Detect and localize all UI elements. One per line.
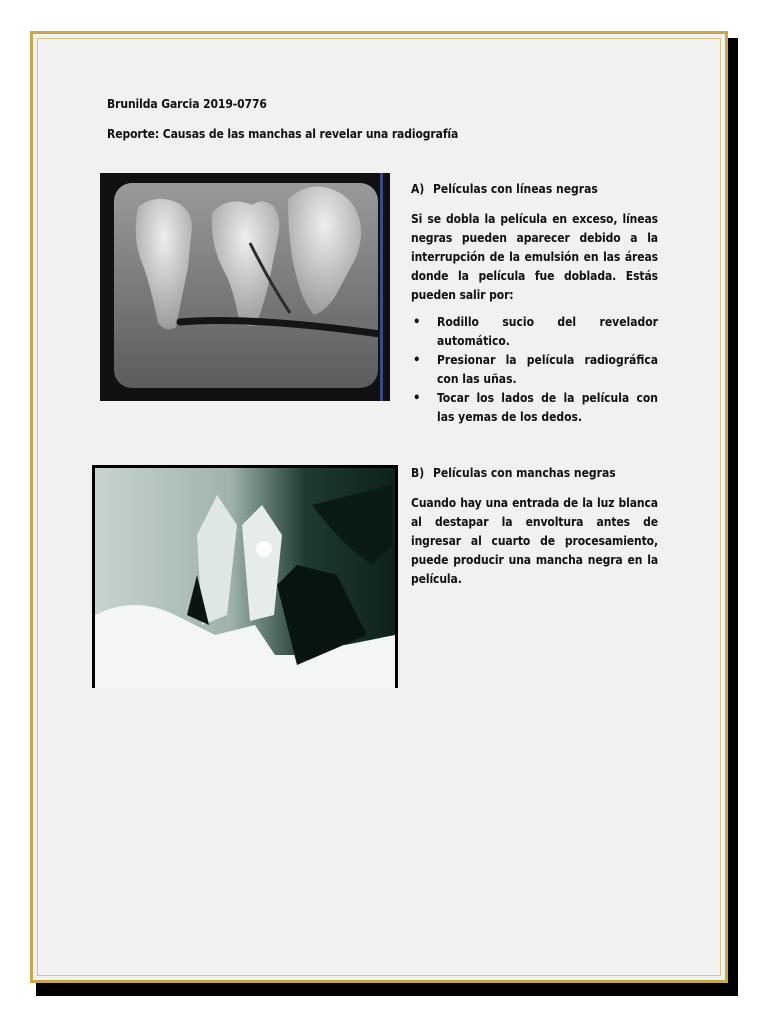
- section-a-bullet-list: [411, 313, 658, 427]
- section-a-letter: A): [411, 182, 425, 196]
- author-line: Brunilda Garcia 2019-0776: [107, 97, 267, 111]
- report-title: Reporte: Causas de las manchas al revelar una radiografía: [107, 127, 459, 141]
- xray-teeth-illustration: [100, 173, 390, 401]
- section-a-title-text: Películas con líneas negras: [433, 182, 598, 196]
- section-a-title: [411, 182, 598, 196]
- section-b-letter: B): [411, 466, 425, 480]
- bullet-icon: •: [413, 353, 421, 368]
- list-item: • Presionar la película radiográfica con las uñas.: [413, 353, 658, 386]
- xray-image-black-lines: [100, 173, 390, 401]
- section-b-title-text: Películas con manchas negras: [433, 466, 616, 480]
- bullet-icon: •: [413, 391, 421, 406]
- bullet-icon: •: [413, 315, 421, 330]
- list-item: • Rodillo sucio del revelador automático.: [413, 315, 658, 348]
- section-b-title: [411, 466, 616, 480]
- section-a-paragraph: Si se dobla la película en exceso, líneas negras pueden aparecer debido a la interrupción de la emulsión en las áreas donde la película fue doblada. Estás pueden salir por:: [411, 212, 658, 302]
- section-b-paragraph: Cuando hay una entrada de la luz blanca al destapar la envoltura antes de ingresar al cuarto de procesamiento, puede producir una mancha negra en la película.: [411, 496, 658, 586]
- xray-image-black-spots: [92, 465, 398, 688]
- xray-stain-illustration: [92, 465, 398, 688]
- document-page: [30, 31, 728, 983]
- list-item: • Tocar los lados de la película con las yemas de los dedos.: [413, 391, 658, 424]
